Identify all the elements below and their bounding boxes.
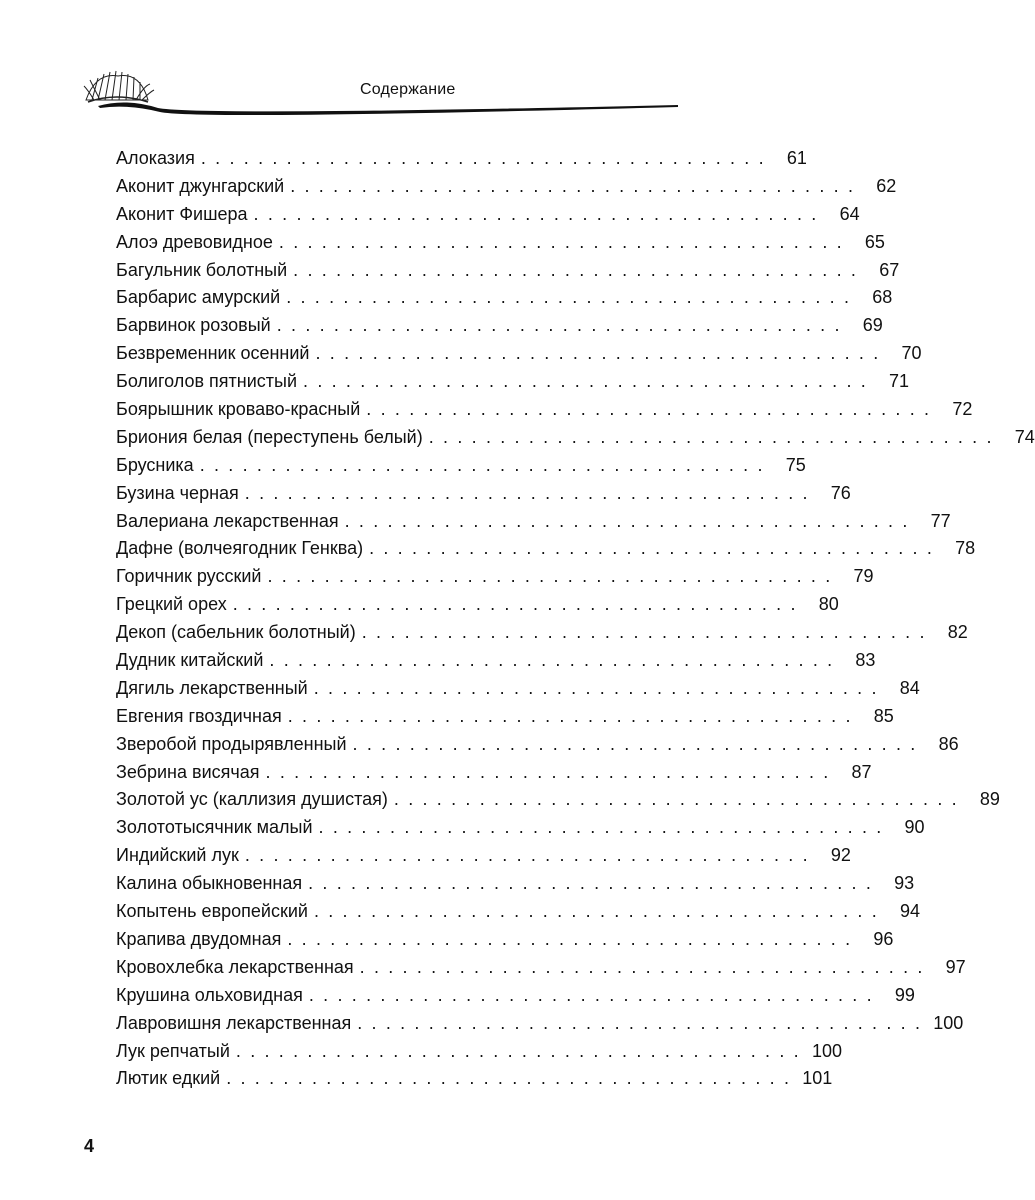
- toc-entry-title: Лютик едкий: [116, 1068, 221, 1089]
- toc-entry-page: 67: [879, 259, 900, 280]
- toc-entry: [116, 1010, 964, 1038]
- dot-leader: ........................................: [199, 454, 772, 475]
- dot-leader: ........................................: [318, 817, 891, 838]
- toc-entry-title: Болиголов пятнистый: [116, 371, 298, 392]
- toc-entry-page: 65: [864, 231, 885, 252]
- toc-entry: [116, 870, 915, 898]
- toc-entry: [116, 424, 1035, 452]
- toc-entry-page: 90: [904, 817, 925, 838]
- toc-entry: [116, 480, 851, 508]
- toc-entry-page: 82: [947, 622, 968, 643]
- toc-entry-title: Бузина черная: [116, 482, 239, 503]
- page-number: 4: [84, 1136, 95, 1156]
- toc-entry: [116, 647, 876, 675]
- toc-entry-page: 83: [855, 650, 876, 671]
- toc-entry-title: Аконит джунгарский: [116, 175, 285, 196]
- toc-entry-page: 61: [786, 148, 807, 168]
- toc-entry-page: 70: [901, 343, 922, 364]
- toc-entry-title: Валериана лекарственная: [116, 510, 339, 531]
- toc-entry: [116, 703, 894, 731]
- toc-entry-page: 101: [802, 1068, 833, 1089]
- dot-leader: ........................................: [253, 203, 826, 224]
- toc-entry-page: 71: [889, 371, 910, 392]
- dot-leader: ........................................: [361, 622, 934, 643]
- dot-leader: ........................................: [265, 761, 838, 782]
- toc-entry-title: Барвинок розовый: [116, 315, 271, 336]
- toc-entry-page: 72: [952, 399, 973, 420]
- dot-leader: ........................................: [287, 928, 860, 949]
- toc-entry: [116, 1065, 833, 1093]
- toc-entry-title: Декоп (сабельник болотный): [116, 622, 356, 643]
- toc-entry-title: Грецкий орех: [116, 594, 227, 615]
- dot-leader: ........................................: [287, 705, 860, 726]
- toc-entry: [116, 284, 893, 312]
- toc-entry: [116, 814, 925, 842]
- dot-leader: ........................................: [308, 873, 881, 894]
- toc-entry-title: Крапива двудомная: [116, 928, 282, 949]
- toc-entry: [116, 312, 883, 340]
- toc-entry-page: 68: [872, 287, 893, 308]
- toc-entry: [116, 145, 807, 173]
- toc-entry-title: Аконит Фишера: [116, 203, 248, 224]
- toc-entry-title: Копытень европейский: [116, 901, 308, 922]
- toc-entry: [116, 675, 920, 703]
- toc-entry-page: 77: [930, 510, 951, 531]
- toc-entry-title: Алоэ древовидное: [116, 231, 273, 252]
- dot-leader: ........................................: [290, 175, 863, 196]
- toc-entry: [116, 201, 860, 229]
- toc-entry: [116, 786, 1000, 814]
- header-title: Содержание: [360, 81, 456, 98]
- toc-entry-page: 94: [899, 901, 920, 922]
- toc-entry-title: Лук репчатый: [116, 1040, 230, 1061]
- toc-entry: [116, 731, 959, 759]
- toc-entry-title: Дудник китайский: [116, 650, 264, 671]
- toc-entry-title: Дафне (волчеягодник Генква): [116, 538, 364, 559]
- toc-entry: [116, 452, 806, 480]
- dot-leader: ........................................: [359, 956, 932, 977]
- toc-entry: [116, 396, 973, 424]
- dot-leader: ........................................: [357, 1012, 930, 1033]
- toc-entry-title: Калина обыкновенная: [116, 873, 303, 894]
- toc-entry: [116, 982, 915, 1010]
- toc-entry: [116, 563, 874, 591]
- dot-leader: ........................................: [269, 650, 842, 671]
- toc-entry: [116, 619, 968, 647]
- toc-entry: [116, 759, 872, 787]
- dot-leader: ........................................: [308, 984, 881, 1005]
- toc-entry-page: 69: [862, 315, 883, 336]
- toc-entry: [116, 1038, 842, 1066]
- toc-entry-page: 79: [853, 566, 874, 587]
- dot-leader: ........................................: [366, 399, 939, 420]
- dot-leader: ........................................: [286, 287, 859, 308]
- toc-entry-title: Горичник русский: [116, 566, 262, 587]
- toc-entry-page: 92: [830, 845, 851, 866]
- toc-entry-page: 64: [839, 203, 860, 224]
- toc-entry: [116, 257, 900, 285]
- dot-leader: ........................................: [369, 538, 942, 559]
- toc-entry-page: 87: [851, 761, 872, 782]
- toc-entry: [116, 229, 885, 257]
- dot-leader: ........................................: [244, 482, 817, 503]
- toc-entry-title: Зебрина висячая: [116, 761, 260, 782]
- dot-leader: ........................................: [235, 1040, 808, 1061]
- toc-entry-page: 89: [979, 789, 1000, 810]
- dot-leader: ........................................: [278, 231, 851, 252]
- dot-leader: ........................................: [352, 733, 925, 754]
- toc-entry-title: Алоказия: [116, 148, 195, 168]
- toc-entry-title: Брусника: [116, 454, 194, 475]
- toc-entry: [116, 535, 976, 563]
- toc-entry-page: 93: [894, 873, 915, 894]
- toc-entry-page: 75: [785, 454, 806, 475]
- toc-entry-title: Багульник болотный: [116, 259, 288, 280]
- dot-leader: ........................................: [303, 371, 876, 392]
- toc-entry-page: 100: [933, 1012, 964, 1033]
- toc-entry-title: Лавровишня лекарственная: [116, 1012, 352, 1033]
- dot-leader: ........................................: [428, 426, 1001, 447]
- toc-entry: [116, 173, 897, 201]
- dot-leader: ........................................: [293, 259, 866, 280]
- toc-entry-page: 84: [899, 677, 920, 698]
- dot-leader: ........................................: [200, 148, 773, 168]
- toc-entry-page: 86: [938, 733, 959, 754]
- running-header: [78, 62, 678, 122]
- toc-entry-title: Индийский лук: [116, 845, 239, 866]
- toc-entry-page: 100: [811, 1040, 842, 1061]
- toc-entry-title: Крушина ольховидная: [116, 984, 303, 1005]
- toc-entry-page: 62: [876, 175, 897, 196]
- toc-entry-page: 99: [894, 984, 915, 1005]
- toc-entry: [116, 842, 851, 870]
- toc-entry-page: 96: [873, 928, 894, 949]
- toc-entry-title: Зверобой продырявленный: [116, 733, 347, 754]
- toc-entry-page: 97: [945, 956, 966, 977]
- toc-entry-title: Золотой ус (каллизия душистая): [116, 789, 388, 810]
- dot-leader: ........................................: [267, 566, 840, 587]
- toc-entry-page: 76: [830, 482, 851, 503]
- toc-entry-page: 80: [818, 594, 839, 615]
- toc-entry-page: 85: [873, 705, 894, 726]
- dot-leader: ........................................: [313, 901, 886, 922]
- toc-entry: [116, 340, 922, 368]
- toc-entry: [116, 508, 951, 536]
- toc-entry: [116, 368, 910, 396]
- toc-entry-page: 78: [955, 538, 976, 559]
- toc-entry-title: Безвременник осенний: [116, 343, 310, 364]
- dot-leader: ........................................: [232, 594, 805, 615]
- toc-entry: [116, 898, 920, 926]
- dot-leader: ........................................: [344, 510, 917, 531]
- toc-entry: [116, 591, 839, 619]
- dot-leader: ........................................: [244, 845, 817, 866]
- toc-entry-title: Золототысячник малый: [116, 817, 313, 838]
- dot-leader: ........................................: [315, 343, 888, 364]
- toc-entry-title: Кровохлебка лекарственная: [116, 956, 354, 977]
- toc-entry: [116, 926, 894, 954]
- table-of-contents: [116, 145, 1035, 1093]
- dot-leader: ........................................: [313, 677, 886, 698]
- toc-entry-page: 74: [1014, 426, 1035, 447]
- toc-entry-title: Евгения гвоздичная: [116, 705, 282, 726]
- dot-leader: ........................................: [226, 1068, 799, 1089]
- toc-entry-title: Дягиль лекарственный: [116, 677, 308, 698]
- toc-entry-title: Бриония белая (переступень белый): [116, 426, 423, 447]
- dot-leader: ........................................: [276, 315, 849, 336]
- dot-leader: ........................................: [393, 789, 966, 810]
- toc-entry-title: Боярышник кроваво-красный: [116, 399, 361, 420]
- toc-entry-title: Барбарис амурский: [116, 287, 281, 308]
- toc-entry: [116, 954, 966, 982]
